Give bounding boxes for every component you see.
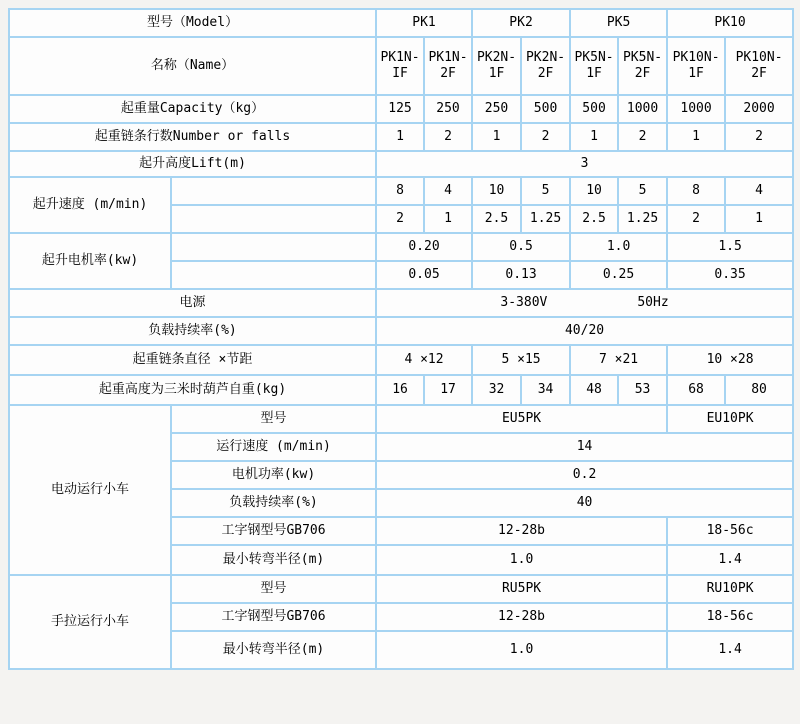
etrolley-duty-label: 负载持续率(%) bbox=[171, 489, 376, 517]
self-weight-value: 16 bbox=[376, 375, 424, 405]
hoist-motor-micro-value: 0.05 bbox=[376, 261, 472, 289]
etrolley-beam-small: 12-28b bbox=[376, 517, 667, 545]
name-value: PK10N-2F bbox=[725, 37, 793, 95]
lift-value: 3 bbox=[376, 151, 793, 177]
row-self-weight bbox=[9, 375, 793, 405]
duty-cycle-label: 负载持续率(%) bbox=[9, 317, 376, 345]
model-group-pk1: PK1 bbox=[376, 9, 472, 37]
self-weight-value: 32 bbox=[472, 375, 521, 405]
self-weight-label: 起重高度为三米时葫芦自重(kg) bbox=[9, 375, 376, 405]
etrolley-speed-value: 14 bbox=[376, 433, 793, 461]
speed-low-value: 1 bbox=[725, 205, 793, 233]
row-capacity bbox=[9, 95, 793, 123]
chain-value: 5 ×15 bbox=[472, 345, 570, 375]
speed-high-value: 10 bbox=[472, 177, 521, 205]
etrolley-duty-value: 40 bbox=[376, 489, 793, 517]
speed-low-value: 1.25 bbox=[618, 205, 667, 233]
capacity-value: 1000 bbox=[618, 95, 667, 123]
self-weight-value: 80 bbox=[725, 375, 793, 405]
spacer-cell bbox=[171, 261, 376, 289]
row-motor-main bbox=[9, 233, 793, 261]
name-value: PK5N-2F bbox=[618, 37, 667, 95]
speed-high-value: 5 bbox=[521, 177, 570, 205]
etrolley-model-small: EU5PK bbox=[376, 405, 667, 433]
speed-high-value: 8 bbox=[667, 177, 725, 205]
etrolley-radius-small: 1.0 bbox=[376, 545, 667, 575]
mtrolley-radius-large: 1.4 bbox=[667, 631, 793, 669]
speed-high-value: 4 bbox=[424, 177, 472, 205]
speed-high-value: 4 bbox=[725, 177, 793, 205]
hoist-spec-table bbox=[8, 8, 794, 670]
self-weight-value: 48 bbox=[570, 375, 618, 405]
etrolley-model-label: 型号 bbox=[171, 405, 376, 433]
falls-value: 2 bbox=[725, 123, 793, 151]
capacity-value: 500 bbox=[570, 95, 618, 123]
spacer-cell bbox=[171, 177, 376, 205]
chain-value: 4 ×12 bbox=[376, 345, 472, 375]
capacity-value: 500 bbox=[521, 95, 570, 123]
row-mtrolley-model bbox=[9, 575, 793, 603]
mtrolley-beam-label: 工字钢型号GB706 bbox=[171, 603, 376, 631]
etrolley-radius-label: 最小转弯半径(m) bbox=[171, 545, 376, 575]
self-weight-value: 17 bbox=[424, 375, 472, 405]
hoist-motor-main-value: 0.20 bbox=[376, 233, 472, 261]
row-lift bbox=[9, 151, 793, 177]
falls-value: 2 bbox=[521, 123, 570, 151]
hoist-motor-micro-value: 0.35 bbox=[667, 261, 793, 289]
etrolley-beam-large: 18-56c bbox=[667, 517, 793, 545]
falls-value: 2 bbox=[618, 123, 667, 151]
mtrolley-beam-large: 18-56c bbox=[667, 603, 793, 631]
hoist-motor-main-value: 0.5 bbox=[472, 233, 570, 261]
capacity-label: 起重量Capacity（kg） bbox=[9, 95, 376, 123]
falls-value: 1 bbox=[376, 123, 424, 151]
mtrolley-model-small: RU5PK bbox=[376, 575, 667, 603]
row-speed-high bbox=[9, 177, 793, 205]
mtrolley-beam-small: 12-28b bbox=[376, 603, 667, 631]
hoist-motor-micro-value: 0.13 bbox=[472, 261, 570, 289]
falls-label: 起重链条行数Number or falls bbox=[9, 123, 376, 151]
speed-low-value: 1 bbox=[424, 205, 472, 233]
power-voltage: 3-380V bbox=[500, 294, 548, 310]
hoist-motor-main-value: 1.5 bbox=[667, 233, 793, 261]
power-supply-value bbox=[376, 289, 793, 317]
capacity-value: 250 bbox=[472, 95, 521, 123]
row-chain bbox=[9, 345, 793, 375]
falls-value: 1 bbox=[472, 123, 521, 151]
mtrolley-model-label: 型号 bbox=[171, 575, 376, 603]
name-value: PK10N-1F bbox=[667, 37, 725, 95]
name-value: PK1N-2F bbox=[424, 37, 472, 95]
self-weight-value: 34 bbox=[521, 375, 570, 405]
spacer-cell bbox=[171, 233, 376, 261]
model-group-pk2: PK2 bbox=[472, 9, 570, 37]
speed-high-value: 10 bbox=[570, 177, 618, 205]
row-etrolley-model bbox=[9, 405, 793, 433]
speed-high-value: 8 bbox=[376, 177, 424, 205]
lift-label: 起升高度Lift(m) bbox=[9, 151, 376, 177]
name-label: 名称（Name） bbox=[9, 37, 376, 95]
speed-high-value: 5 bbox=[618, 177, 667, 205]
spacer-cell bbox=[171, 205, 376, 233]
power-frequency: 50Hz bbox=[637, 294, 669, 310]
model-group-pk5: PK5 bbox=[570, 9, 667, 37]
etrolley-radius-large: 1.4 bbox=[667, 545, 793, 575]
electric-trolley-label: 电动运行小车 bbox=[9, 405, 171, 575]
falls-value: 2 bbox=[424, 123, 472, 151]
speed-low-value: 2.5 bbox=[472, 205, 521, 233]
name-value: PK5N-1F bbox=[570, 37, 618, 95]
etrolley-beam-label: 工字钢型号GB706 bbox=[171, 517, 376, 545]
chain-label: 起重链条直径 ×节距 bbox=[9, 345, 376, 375]
model-group-pk10: PK10 bbox=[667, 9, 793, 37]
capacity-value: 125 bbox=[376, 95, 424, 123]
mtrolley-model-large: RU10PK bbox=[667, 575, 793, 603]
hoist-motor-micro-value: 0.25 bbox=[570, 261, 667, 289]
name-value: PK2N-2F bbox=[521, 37, 570, 95]
etrolley-motor-value: 0.2 bbox=[376, 461, 793, 489]
speed-low-value: 2.5 bbox=[570, 205, 618, 233]
capacity-value: 2000 bbox=[725, 95, 793, 123]
etrolley-model-large: EU10PK bbox=[667, 405, 793, 433]
etrolley-speed-label: 运行速度 (m/min) bbox=[171, 433, 376, 461]
hoist-motor-main-value: 1.0 bbox=[570, 233, 667, 261]
chain-value: 7 ×21 bbox=[570, 345, 667, 375]
mtrolley-radius-small: 1.0 bbox=[376, 631, 667, 669]
row-name bbox=[9, 37, 793, 95]
self-weight-value: 53 bbox=[618, 375, 667, 405]
speed-low-value: 1.25 bbox=[521, 205, 570, 233]
row-power-supply bbox=[9, 289, 793, 317]
mtrolley-radius-label: 最小转弯半径(m) bbox=[171, 631, 376, 669]
speed-label: 起升速度 (m/min) bbox=[9, 177, 171, 233]
capacity-value: 250 bbox=[424, 95, 472, 123]
row-falls bbox=[9, 123, 793, 151]
name-value: PK1N-IF bbox=[376, 37, 424, 95]
etrolley-motor-label: 电机功率(kw) bbox=[171, 461, 376, 489]
speed-low-value: 2 bbox=[376, 205, 424, 233]
speed-low-value: 2 bbox=[667, 205, 725, 233]
spec-table-container bbox=[8, 8, 794, 670]
manual-trolley-label: 手拉运行小车 bbox=[9, 575, 171, 669]
chain-value: 10 ×28 bbox=[667, 345, 793, 375]
falls-value: 1 bbox=[570, 123, 618, 151]
name-value: PK2N-1F bbox=[472, 37, 521, 95]
falls-value: 1 bbox=[667, 123, 725, 151]
row-model bbox=[9, 9, 793, 37]
duty-cycle-value: 40/20 bbox=[376, 317, 793, 345]
row-duty-cycle bbox=[9, 317, 793, 345]
model-label: 型号（Model） bbox=[9, 9, 376, 37]
power-supply-label: 电源 bbox=[9, 289, 376, 317]
capacity-value: 1000 bbox=[667, 95, 725, 123]
hoist-motor-label: 起升电机率(kw) bbox=[9, 233, 171, 289]
self-weight-value: 68 bbox=[667, 375, 725, 405]
